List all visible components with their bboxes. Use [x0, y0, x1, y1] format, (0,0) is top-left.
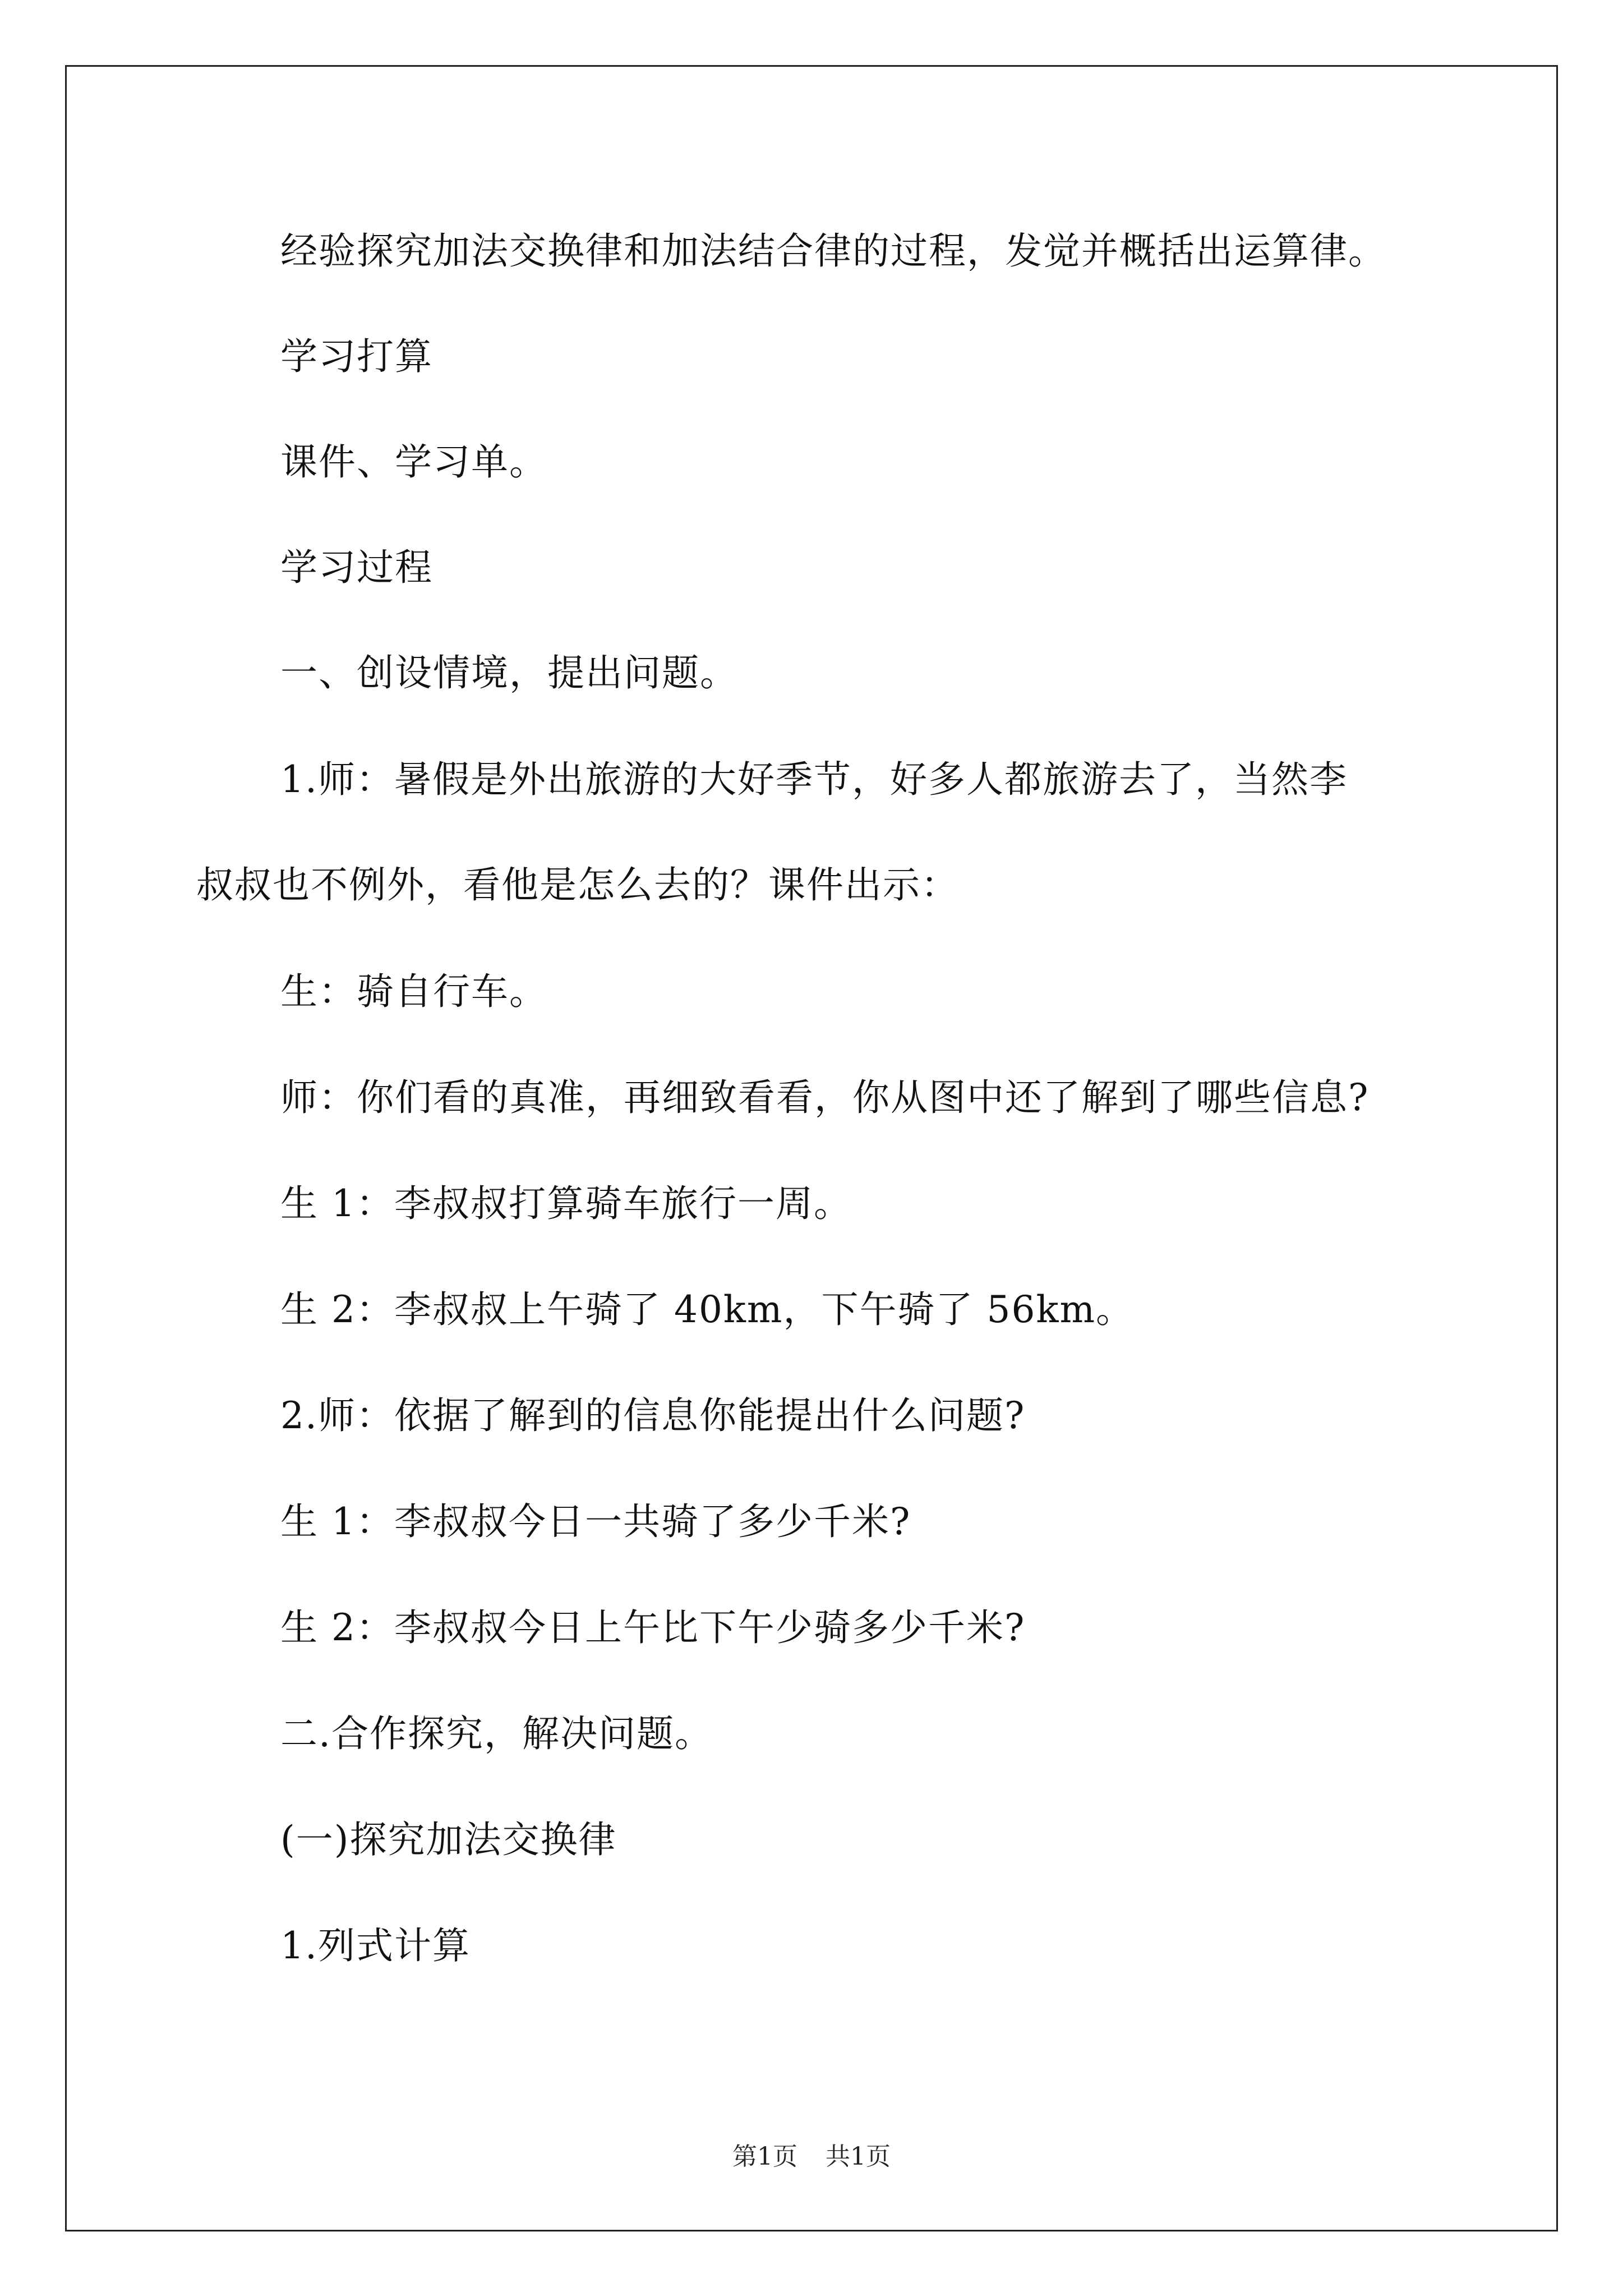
text-line: (一)探究加法交换律 [280, 1818, 617, 1861]
text-line: 一、创设情境，提出问题。 [280, 651, 738, 694]
text-line: 生：骑自行车。 [280, 970, 547, 1013]
page-footer [0, 2140, 1623, 2174]
text-line: 学习过程 [280, 546, 433, 589]
text-line: 课件、学习单。 [280, 440, 547, 484]
text-line: 生 1：李叔叔今日一共骑了多少千米? [280, 1500, 911, 1543]
text-line: 2.师：依据了解到的信息你能提出什么问题? [280, 1394, 1026, 1437]
text-line: 1.师：暑假是外出旅游的大好季节，好多人都旅游去了，当然李 [280, 758, 1348, 801]
text-line: 师：你们看的真准，再细致看看，你从图中还了解到了哪些信息? [280, 1076, 1370, 1119]
page-border [65, 65, 1558, 2231]
page-number: 第1页 [732, 2142, 797, 2171]
text-line: 叔叔也不例外，看他是怎么去的？课件出示： [196, 863, 959, 907]
text-line: 1.列式计算 [280, 1924, 471, 1967]
text-line: 经验探究加法交换律和加法结合律的过程，发觉并概括出运算律。 [280, 229, 1386, 273]
text-line: 二.合作探究，解决问题。 [280, 1712, 713, 1755]
text-line: 生 2：李叔叔今日上午比下午少骑多少千米? [280, 1606, 1026, 1649]
text-line: 生 2：李叔叔上午骑了 40km，下午骑了 56km。 [280, 1288, 1135, 1331]
text-line: 生 1：李叔叔打算骑车旅行一周。 [280, 1182, 852, 1225]
page-total: 共1页 [826, 2142, 891, 2171]
text-line: 学习打算 [280, 335, 433, 378]
